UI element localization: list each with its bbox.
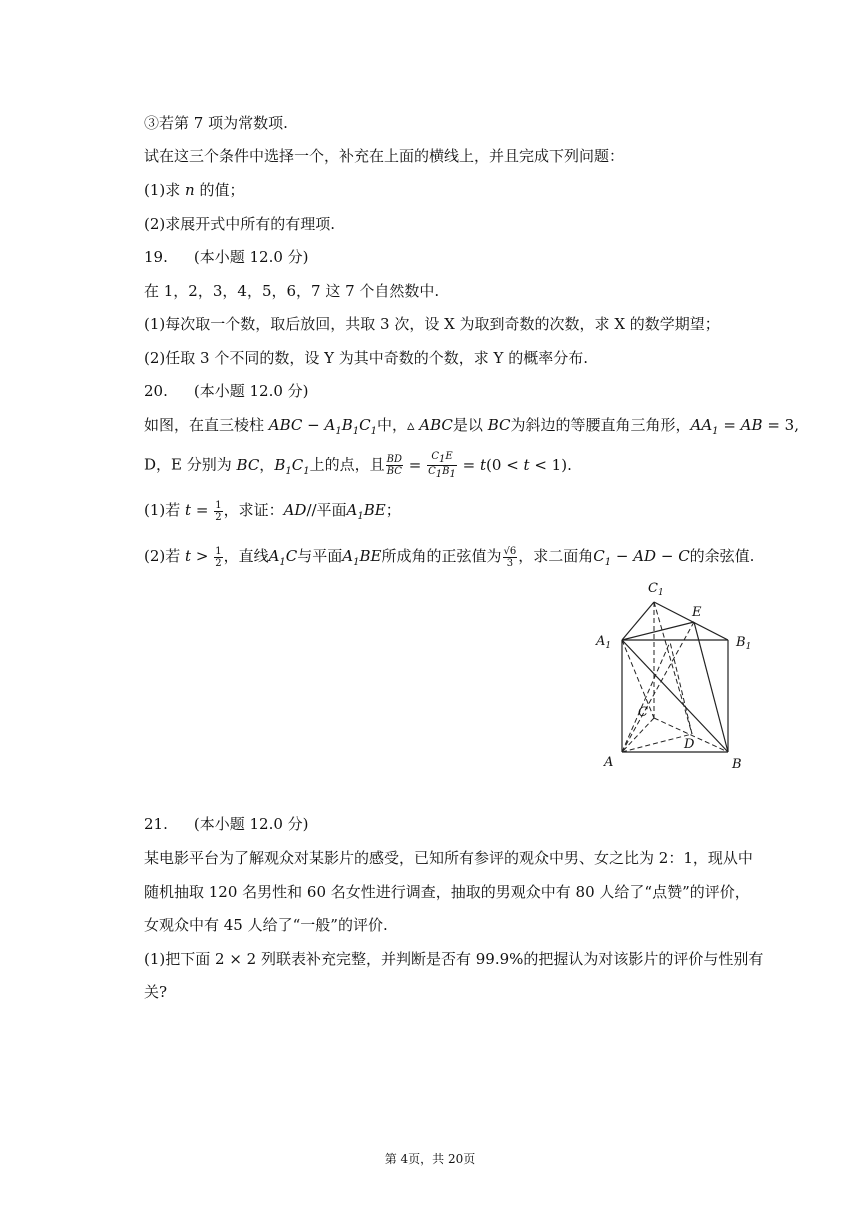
condition-3: ③若第 7 项为常数项. — [144, 114, 288, 132]
question-20-header — [144, 380, 309, 402]
math-sqrt6-3: $\frac{√6}{3}$ — [503, 545, 517, 569]
q20-part-1 — [144, 499, 401, 528]
q20-stem-line-2 — [144, 451, 572, 483]
math-t-gt-half: t > $\frac{1}{2}$ — [185, 545, 222, 569]
math-triangle: ▵ ABC — [407, 416, 453, 434]
label-C1: $C_1$ — [648, 581, 664, 598]
q21-part-1-line-1: (1)把下面 2 × 2 列联表补充完整，并判断是否有 99.9%的把握认为对该影片的评价与性别有 — [144, 950, 764, 968]
question-points: (本小题 12.0 分) — [193, 815, 309, 833]
q19-stem: 在 1，2，3，4，5，6，7 这 7 个自然数中. — [144, 282, 440, 300]
label-A: A — [604, 755, 614, 770]
math-eq: $AA_1$ = AB = 3, — [690, 416, 799, 437]
text: D，E 分别为 — [144, 455, 237, 474]
question-number: 19. — [144, 248, 168, 266]
text: ，求二面角 — [518, 547, 594, 565]
page-footer: 第 4页，共 20页 — [384, 1152, 476, 1166]
q21-stem-line-3: 女观众中有 45 人给了“一般”的评价. — [144, 916, 388, 934]
math-a1c: $A_1C$ — [268, 547, 298, 568]
q19-part-2: (2)任取 3 个不同的数，设 Y 为其中奇数的个数，求 Y 的概率分布. — [144, 349, 588, 367]
q20-stem-line-1 — [144, 414, 799, 443]
math-prism: ABC − $A_1B_1C_1$ — [268, 416, 377, 437]
math-bc: BC — [487, 416, 511, 434]
label-B: B — [732, 757, 742, 772]
q21-stem-line-2: 随机抽取 120 名男性和 60 名女性进行调查，抽取的男观众中有 80 人给了“点赞”的评价， — [144, 883, 750, 901]
text: 中， — [376, 416, 407, 434]
math-t-half: t = $\frac{1}{2}$ — [185, 499, 222, 523]
label-A1: $A_1$ — [596, 634, 612, 651]
label-E: E — [692, 605, 702, 620]
text: (2)若 — [144, 547, 186, 565]
q19-part-1: (1)每次取一个数，取后放回，共取 3 次，设 X 为取到奇数的次数，求 X 的数学期望； — [144, 315, 720, 333]
question-part-1 — [144, 179, 244, 201]
var-n: n — [185, 181, 195, 199]
math-parallel: AD//平面$A_1BE$； — [283, 501, 401, 522]
text: ，直线 — [223, 547, 269, 565]
label-B1: $B_1$ — [736, 635, 752, 652]
math-bc-b1c1: BC，$B_1C_1$ — [236, 455, 310, 477]
text: 的值； — [194, 181, 245, 199]
question-21-header — [144, 813, 309, 835]
question-points: (本小题 12.0 分) — [193, 248, 309, 266]
instruction-line: 试在这三个条件中选择一个，补充在上面的横线上，并且完成下列问题： — [144, 147, 625, 165]
math-ratio: $\frac{BD}{BC}$ = $\frac{C_1E}{C_1B_1}$ = t(0 < t < 1). — [386, 451, 572, 480]
question-part-2: (2)求展开式中所有的有理项. — [144, 215, 336, 233]
text: 如图，在直三棱柱 — [144, 416, 269, 434]
text: (1)若 — [144, 501, 186, 519]
text: ，求证： — [223, 501, 284, 519]
question-number: 20. — [144, 382, 168, 400]
question-19-header — [144, 246, 309, 268]
question-number: 21. — [144, 815, 168, 833]
math-dihedral: $C_1$ − AD − C — [593, 547, 690, 568]
question-points: (本小题 12.0 分) — [193, 382, 309, 400]
text: 的余弦值. — [689, 547, 755, 565]
text: 是以 — [452, 416, 488, 434]
text: 上的点，且 — [309, 455, 385, 474]
text: 与平面 — [297, 547, 343, 565]
text: 为斜边的等腰直角三角形， — [510, 416, 691, 434]
text: 所成角的正弦值为 — [381, 547, 502, 565]
prism-figure — [590, 570, 790, 780]
text: (1)求 — [144, 181, 186, 199]
q21-part-1-line-2: 关? — [144, 983, 168, 1001]
label-C: C — [638, 705, 648, 720]
label-D: D — [684, 737, 695, 752]
math-a1be: $A_1BE$ — [342, 547, 382, 568]
q21-stem-line-1: 某电影平台为了解观众对某影片的感受，已知所有参评的观众中男、女之比为 2：1，现从中 — [144, 849, 753, 867]
